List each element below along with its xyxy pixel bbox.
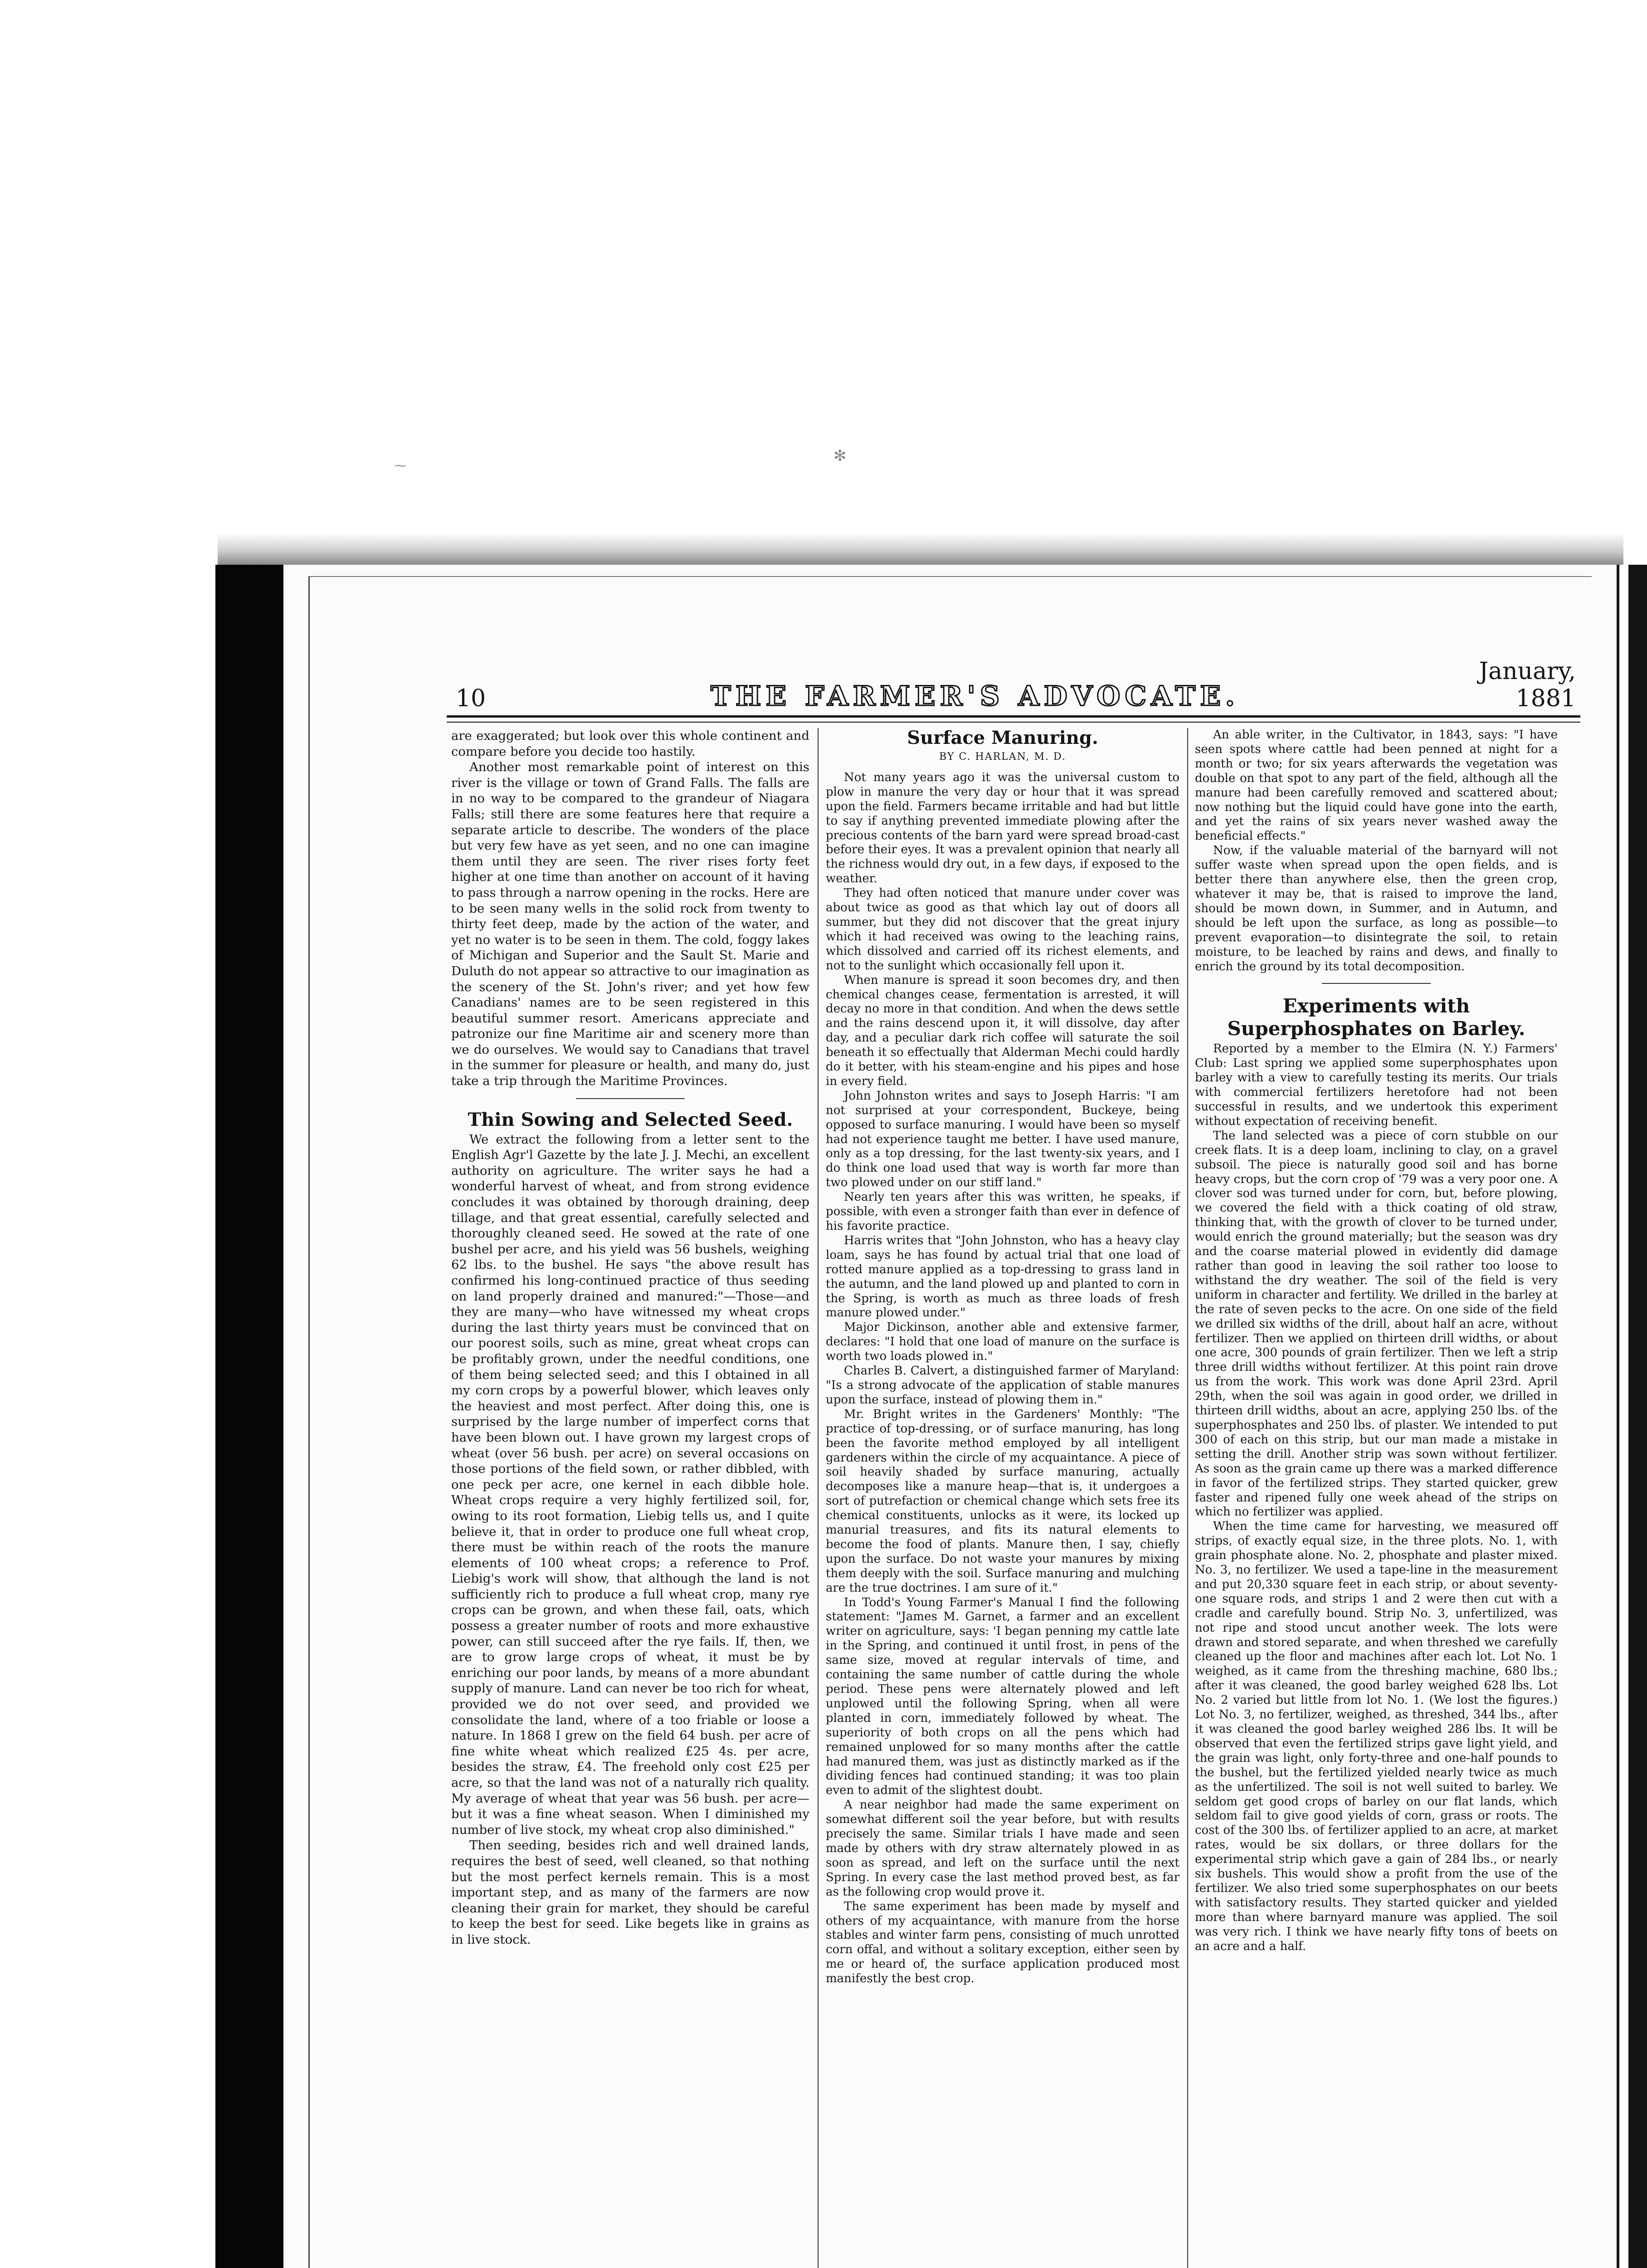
column-3 [1195,728,1558,1954]
column-2 [826,728,1179,1986]
paragraph: Reported by a member to the Elmira (N. Y.) Farmers' Club: Last spring we applied some superphosphates upon barley with a view to carefully testing its merits. Our trials with commercial fertilizers heretofore had not been successful in results, and we undertook this experiment without expectation of receiving benefit. [1195,1042,1558,1128]
column-divider-2 [1187,728,1188,2268]
masthead-rule-thin [447,722,1580,723]
masthead [456,658,1576,712]
article-title-surface-manuring: Surface Manuring. [907,727,1098,748]
paragraph: When manure is spread it soon becomes dry, and then chemical changes cease, fermentation is arrested, it will decay no more in that condition. And when the dews settle and the rains descend upon it, it will dissolve, day after day, and a peculiar dark rich coffee will saturate the soil beneath it so effectually that Alderman Mechi could hardly do it better, with his steam-engine and his pipes and hose in every field. [826,973,1179,1088]
newspaper-page [283,565,1617,2268]
paragraph: The land selected was a piece of corn stubble on our creek flats. It is a deep loam, inclining to clay, on a gravel subsoil. The piece is naturally good soil and has borne heavy crops, but the corn crop of '79 was a very poor one. A clover sod was turned under for corn, but, before plowing, we covered the field with a thick coating of old straw, thinking that, with the growth of clover to be turned under, would enrich the ground materially; but the season was dry and the coarse material plowed in evidently did damage rather than good in leaving the soil rather too loose to withstand the dry weather. The soil of the field is very uniform in character and fertility. We drilled in the barley at the rate of seven pecks to the acre. On one side of the field we drilled six widths of the drill, about half an acre, without fertilizer. Then we applied on thirteen drill widths, or about one acre, 300 pounds of grain fertilizer. Then we left a strip three drill widths without fertilizer. At this point rain drove us from the work. This work was done April 23rd. April 29th, when the soil was again in good order, we drilled in thirteen drill widths, about an acre, applying 250 lbs. of the superphosphates and 250 lbs. of plaster. We intended to put 300 of each on this strip, but our man made a mistake in setting the drill. Another strip was sown without fertilizer. As soon as the grain came up there was a marked difference in favor of the fertilized strips. They started quicker, grew faster and ripened fully one week ahead of the strips on which no fertilizer was applied. [1195,1129,1558,1519]
paragraph: The same experiment has been made by myself and others of my acquaintance, with manure from the horse stables and winter farm pens, consisting of much unrotted corn offal, and without a solitary exception, either seen by me or heard of, the surface application produced most manifestly the best crop. [826,1899,1179,1986]
article-separator [1322,983,1431,984]
paragraph: Another most remarkable point of interest on this river is the village or town of Grand Falls. The falls are in no way to be compared to the grandeur of Niagara Falls; still there are some features here that require a separate article to describe. The wonders of the place but very few have as yet seen, and no one can imagine them until they are seen. The river rises forty feet higher at one time than another on account of it having to pass through a narrow opening in the rocks. Here are to be seen many wells in the solid rock from twenty to thirty feet deep, made by the action of the water, and yet no water is to be seen in them. The cold, foggy lakes of Michigan and Superior and the Sault St. Marie and Duluth do not appear so attractive to our imagination as the scenery of the St. John's river; and yet how few Canadians' names are to be seen registered in this beautiful summer resort. Americans appreciate and patronize our fine Maritime air and scenery more than we do ourselves. We would say to Canadians that travel in the summer for pleasure or health, and many do, just take a trip through the Maritime Provinces. [451,760,809,1089]
page-number: 10 [456,685,486,712]
stray-mark-top: ✻ [833,447,847,465]
paragraph: They had often noticed that manure under cover was about twice as good as that which lay out of doors all summer, but they did not discover that the great injury which it had received was owing to the leaching rains, which dissolved and carried off its richest elements, and not to the sunlight which occasionally fell upon it. [826,886,1179,973]
article-title-thin-sowing: Thin Sowing and Selected Seed. [468,1109,793,1130]
stray-mark-left: ⁓ [395,459,406,473]
article-byline: BY C. HARLAN, M. D. [939,751,1066,763]
paragraph: are exaggerated; but look over this whole continent and compare before you decide too hastily. [451,728,809,759]
paragraph: Mr. Bright writes in the Gardeners' Monthly: "The practice of top-dressing, or of surface manuring, has long been the favorite method employed by all intelligent gardeners within the circle of my acquaintance. A piece of soil heavily shaded by surface manuring, actually decomposes like a manure heap—that is, it undergoes a sort of putrefaction or chemical change which sets free its chemical constituents, unlocks as it were, its locked up manurial treasures, and fits its natural elements to become the food of plants. Manure then, I say, chiefly upon the surface. Do not waste your manures by mixing them deeply with the soil. Surface manuring and mulching are the true doctrines. I am sure of it." [826,1407,1179,1595]
paragraph: An able writer, in the Cultivator, in 1843, says: "I have seen spots where cattle had been penned at night for a month or two; for six years afterwards the vegetation was double on that spot to any part of the field, although all the manure had been carefully removed and scattered about; now nothing but the liquid could have gone into the earth, and yet the rains of six years never washed away the beneficial effects." [1195,728,1558,843]
paragraph: Now, if the valuable material of the barnyard will not suffer waste when spread upon the open fields, and is better there than anywhere else, then the green crop, whatever it may be, that is raised to improve the land, should be mown down, in Summer, and in Autumn, and should be left upon the surface, as long as possible—to prevent evaporation—to disintegrate the soil, to retain moisture, to be leached by rains and dews, and finally to enrich the ground by its total decomposition. [1195,844,1558,973]
newspaper-title: THE FARMER'S ADVOCATE. [711,680,1239,712]
paragraph: Charles B. Calvert, a distinguished farmer of Maryland: "Is a strong advocate of the application of stable manures upon the surface, instead of plowing them in." [826,1364,1179,1407]
paragraph: John Johnston writes and says to Joseph Harris: "I am not surprised at your correspondent, Buckeye, being opposed to surface manuring. I would have been so myself had not experience taught me better. I have used manure, only as a top dressing, for the last twenty-six years, and I do think one load used that way is worth far more than two plowed under on our stiff land." [826,1089,1179,1190]
column-divider-1 [818,728,819,2268]
scan-border-right [1617,565,1647,2268]
page-shadow [218,533,1623,565]
scan-border-left [215,565,283,2268]
masthead-rule [447,715,1580,718]
paragraph: We extract the following from a letter sent to the English Agr'l Gazette by the late J. J. Mechi, an excellent authority on agriculture. The writer says he had a wonderful harvest of wheat, and from strong evidence concludes it was obtained by thorough draining, deep tillage, and that great essential, carefully selected and thoroughly cleaned seed. He sowed at the rate of one bushel per acre, and his yield was 56 bushels, weighing 62 lbs. to the bushel. He says "the above result has confirmed his long-continued practice of thus seeding on land properly drained and manured:"—Those—and they are many—who have witnessed my wheat crops during the last thirty years must be convinced that on our poorest soils, such as mine, great wheat crops can be profitably grown, under the needful conditions, one of them being selected seed; and this I obtained in all my corn crops by a powerful blower, which leaves only the heaviest and most perfect. After doing this, one is surprised by the large number of imperfect corns that have been blown out. I have grown my largest crops of wheat (over 56 bush. per acre) on several occasions on those portions of the field sown, or rather dibbled, with one peck per acre, one kernel in each dibble hole. Wheat crops require a very highly fertilized soil, for, owing to its root formation, Liebig tells us, and I quite believe it, that in order to produce one full wheat crop, there must be within reach of the roots the manure elements of 100 wheat crops; a reference to Prof. Liebig's work will show, that although the land is not sufficiently rich to produce a full wheat crop, many rye crops can be grown, and when these fail, oats, which possess a greater number of roots and more exhaustive power, can still succeed after the rye fails. If, then, we are to grow large crops of wheat, it must be by enriching our poor lands, by means of a more abundant supply of manure. Land can never be too rich for wheat, provided we do not over seed, and provided we consolidate the land, where of a too friable or loose a nature. In 1868 I grew on the field 64 bush. per acre of fine white wheat which realized £25 4s. per acre, besides the straw, £4. The freehold only cost £25 per acre, so that the land was not of a naturally rich quality. My average of wheat that year was 56 bush. per acre—but it was a fine wheat season. When I diminished my number of live stock, my wheat crop also diminished." [451,1132,809,1837]
article-title-superphosphates: Experiments with Superphosphates on Barley. [1227,995,1525,1040]
paragraph: In Todd's Young Farmer's Manual I find the following statement: "James M. Garnet, a farmer and an excellent writer on agriculture, says: 'I began penning my cattle late in the Spring, and continued it until frost, in pens of the same size, moved at regular intervals of time, and containing the same number of cattle during the whole period. These pens were alternately plowed and left unplowed until the following Spring, when all were planted in corn, immediately followed by wheat. The superiority of both crops on all the pens which had remained unplowed for so many months after the cattle had manured them, was just as distinctly marked as if the dividing fences had continued standing; it was too plain even to admit of the slightest doubt. [826,1595,1179,1798]
paragraph: Not many years ago it was the universal custom to plow in manure the very day or hour that it was spread upon the field. Farmers became irritable and had but little to say if anything prevented immediate plowing after the precious contents of the barn yard were spread broad-cast before their eyes. It was a prevalent opinion that nearly all the richness would dry out, in a few days, if exposed to the weather. [826,770,1179,886]
column-1 [451,728,809,1948]
article-separator [576,1098,685,1099]
paragraph: Major Dickinson, another able and extensive farmer, declares: "I hold that one load of manure on the surface is worth two loads plowed in." [826,1320,1179,1364]
paragraph: A near neighbor had made the same experiment on somewhat different soil the year before, but with results precisely the same. Similar trials I have made and seen made by others with dry straw alternately plowed in as soon as spread, and left on the surface until the next Spring. In every case the last method proved best, as far as the following crop would prove it. [826,1798,1179,1899]
paragraph: Then seeding, besides rich and well drained lands, requires the best of seed, well cleaned, so that nothing but the most perfect kernels remain. This is a most important step, and as many of the farmers are now cleaning their grain for market, they should be careful to keep the best for seed. Like begets like in grains as in live stock. [451,1838,809,1947]
issue-date: January, 1881 [1479,658,1576,712]
paragraph: Nearly ten years after this was written, he speaks, if possible, with even a stronger faith than ever in defence of his favorite practice. [826,1190,1179,1233]
paragraph: When the time came for harvesting, we measured off strips, of exactly equal size, in the three plots. No. 1, with grain phosphate alone. No. 2, phosphate and plaster mixed. No. 3, no fertilizer. We used a tape-line in the measurement and put 20,330 square feet in each strip, or about seventy-one square rods, and strips 1 and 2 were then cut with a cradle and carefully bound. Strip No. 3, unfertilized, was not ripe and stood uncut another week. The lots were drawn and stored separate, and when threshed we carefully cleaned up the floor and machines after each lot. Lot No. 1 weighed, as it came from the threshing machine, 680 lbs.; after it was cleaned, the good barley weighed 628 lbs. Lot No. 2 varied but little from lot No. 1. (We lost the figures.) Lot No. 3, no fertilizer, weighed, as threshed, 344 lbs., after it was cleaned the good barley weighed 286 lbs. It will be observed that even the fertilized strips gave light yield, and the grain was light, only forty-three and one-half pounds to the bushel, but the fertilized yielded nearly twice as much as the unfertilized. The soil is not well suited to barley. We seldom get good crops of barley on our flat lands, which seldom fail to give good yields of corn, grass or roots. The cost of the 300 lbs. of fertilizer applied to an acre, at market rates, would be six dollars, or three dollars for the experimental strip which gave a gain of 284 lbs., or nearly six bushels. This would show a profit from the use of the fertilizer. We also tried some superphosphates on our beets with satisfactory results. They started quicker and yielded more than where barnyard manure was applied. The soil was very rich. I think we have nearly fifty tons of beets on an acre and a half. [1195,1520,1558,1953]
paragraph: Harris writes that "John Johnston, who has a heavy clay loam, says he has found by actual trial that one load of rotted manure applied as a top-dressing to grass land in the autumn, and the land plowed up and planted to corn in the Spring, is worth as much as three loads of fresh manure plowed under." [826,1233,1179,1320]
